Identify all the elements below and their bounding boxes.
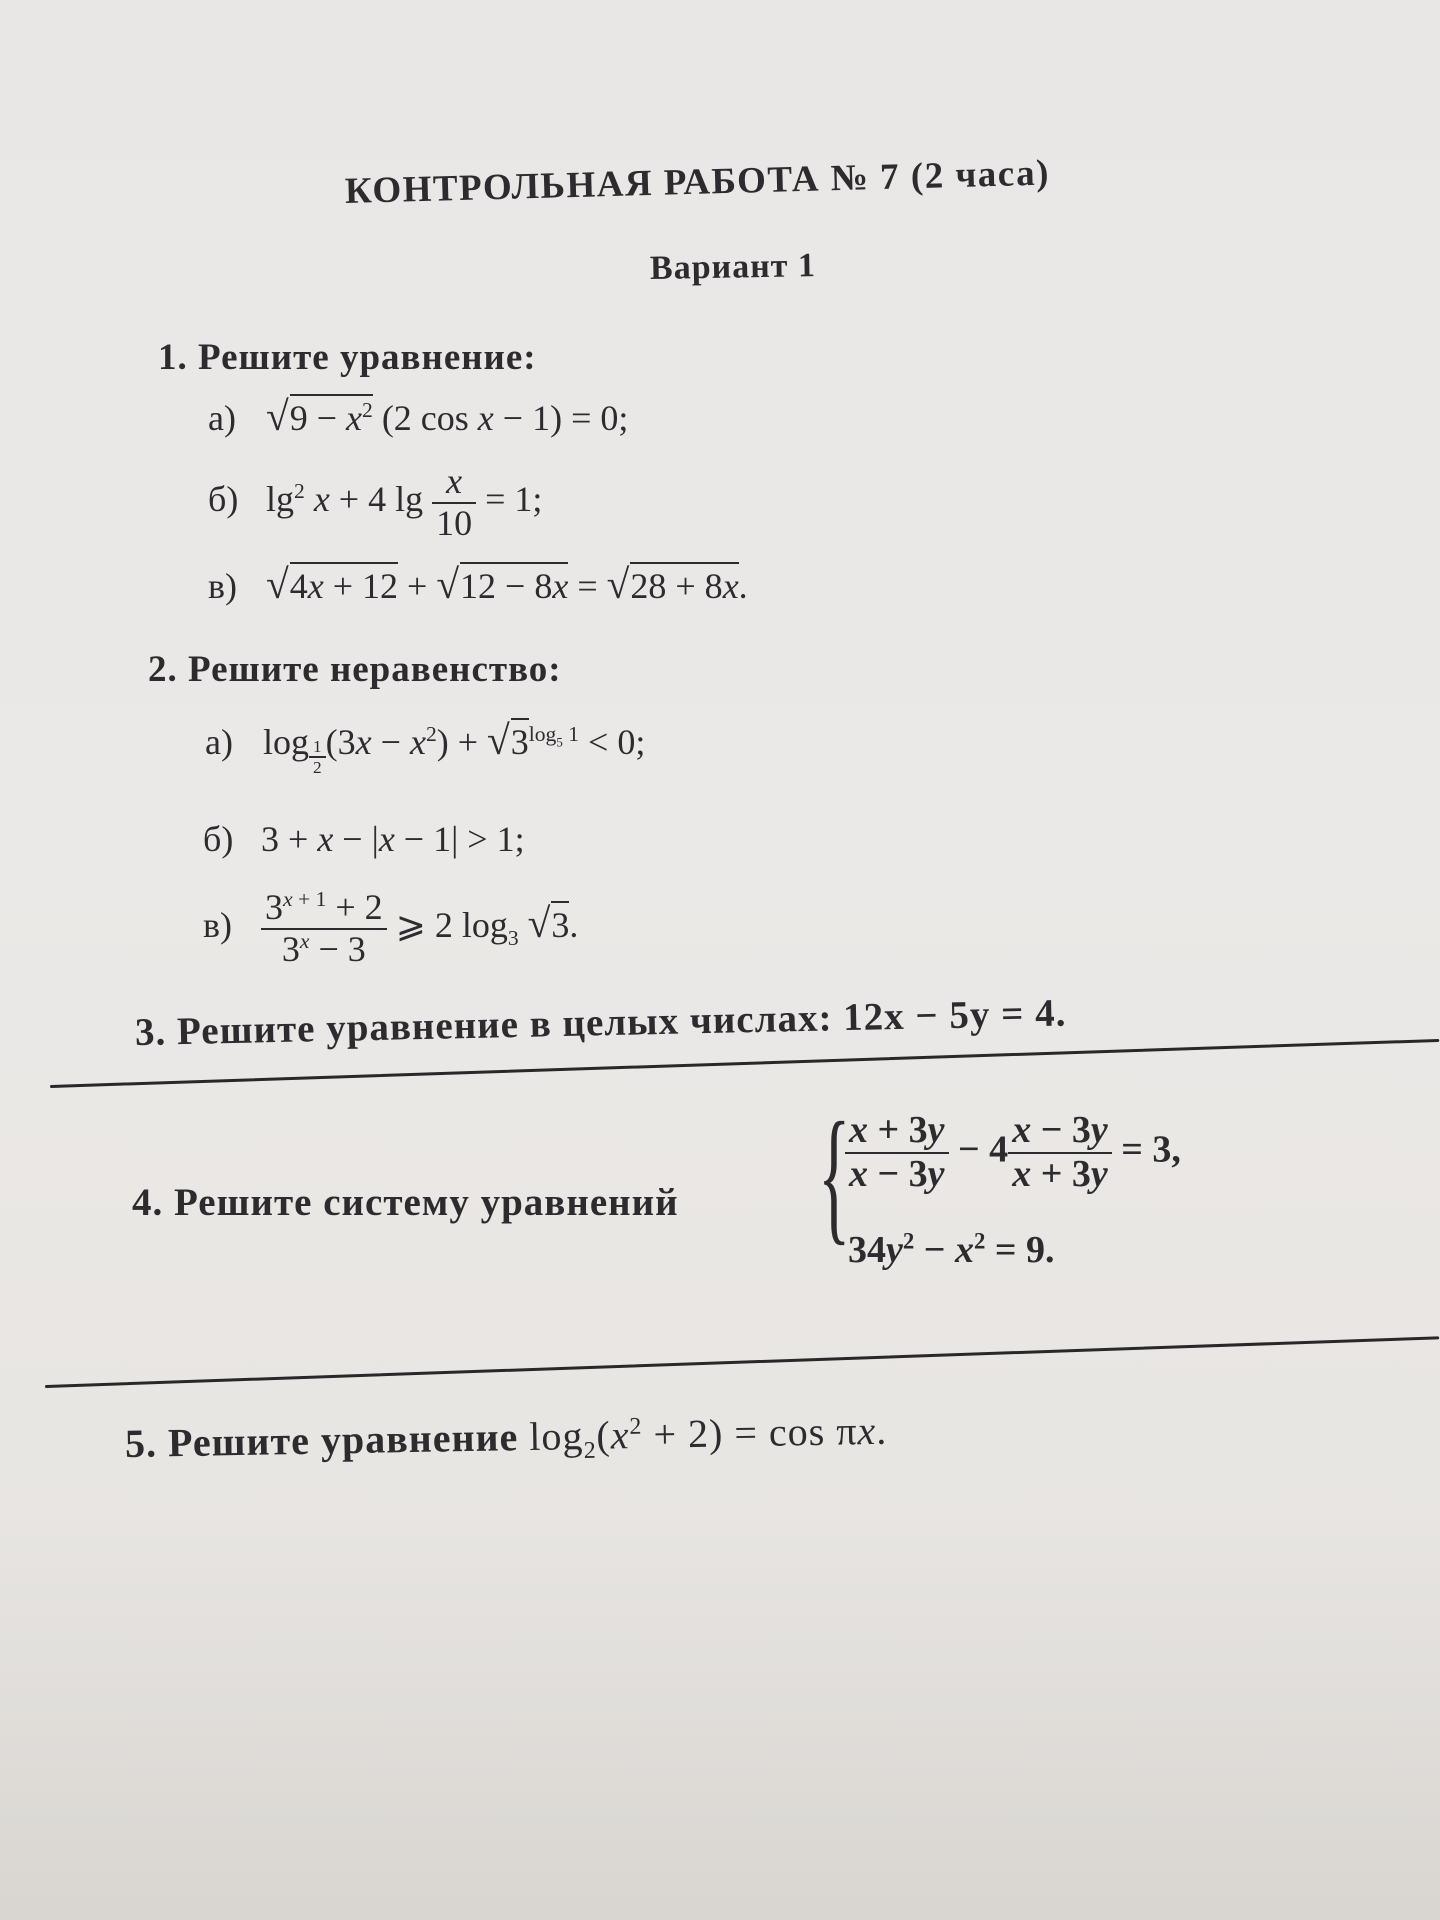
task-2b-formula: 3 + x − |x − 1| > 1;: [261, 819, 525, 859]
task-2b-letter: б): [203, 819, 234, 859]
task-5: [125, 1407, 888, 1467]
task-2-heading: 2. Решите неравенство:: [148, 649, 562, 690]
divider-line-2: [45, 1336, 1439, 1388]
task-2c-formula: $\frac{3^{x + 1} + 2}{3^x - 3}$ ⩾ 2 $\log_3 √3$.: [261, 905, 578, 945]
system-equation-1: $\frac{x + 3y}{x - 3y}$ − 4 $\frac{x - 3y}{x + 3y}$ = 3,: [845, 1110, 1181, 1196]
page-shadow: [0, 1500, 1440, 1920]
system-brace: {: [818, 1092, 851, 1258]
task-1a-formula: $√9 - x^2$ (2 cos x − 1) = 0;: [266, 393, 629, 439]
task-3: 3. Решите уравнение в целых числах: 12x − 5y = 4.: [134, 991, 1067, 1054]
task-2b: [203, 818, 525, 860]
task-1a-letter: а): [208, 398, 236, 438]
task-1a: [208, 392, 628, 440]
task-2a-letter: а): [205, 722, 233, 762]
system-equation-2: $34y^2 - x^2 = 9$.: [848, 1228, 1055, 1271]
task-1c-formula: √4x + 12 + √12 − 8x = √28 + 8x.: [266, 561, 748, 607]
task-4-heading: 4. Решите систему уравнений: [132, 1181, 679, 1224]
variant-label: Вариант 1: [649, 247, 817, 287]
page-title: КОНТРОЛЬНАЯ РАБОТА № 7 (2 часа): [344, 152, 1051, 212]
task-1-heading: 1. Решите уравнение:: [158, 337, 537, 378]
task-1c-letter: в): [208, 566, 237, 606]
task-2c: [203, 888, 578, 969]
task-1b: [208, 462, 542, 543]
task-1c: [208, 560, 748, 608]
task-5-heading: 5. Решите уравнение: [124, 1414, 519, 1466]
task-1b-formula: $\lg^2 x + 4$ lg $\frac{x}{10}$ = 1;: [266, 461, 543, 543]
task-2a-formula: log $_{\frac{1}{2}}$ $(3x - x^2) + √3^{log_5 1} < 0$;: [263, 717, 646, 778]
task-2a: [205, 716, 645, 777]
task-1b-letter: б): [208, 478, 239, 519]
task-2c-letter: в): [203, 904, 232, 945]
task-5-formula: $\log_2(x^2 + 2) = \cos \pi x$.: [528, 1407, 888, 1464]
